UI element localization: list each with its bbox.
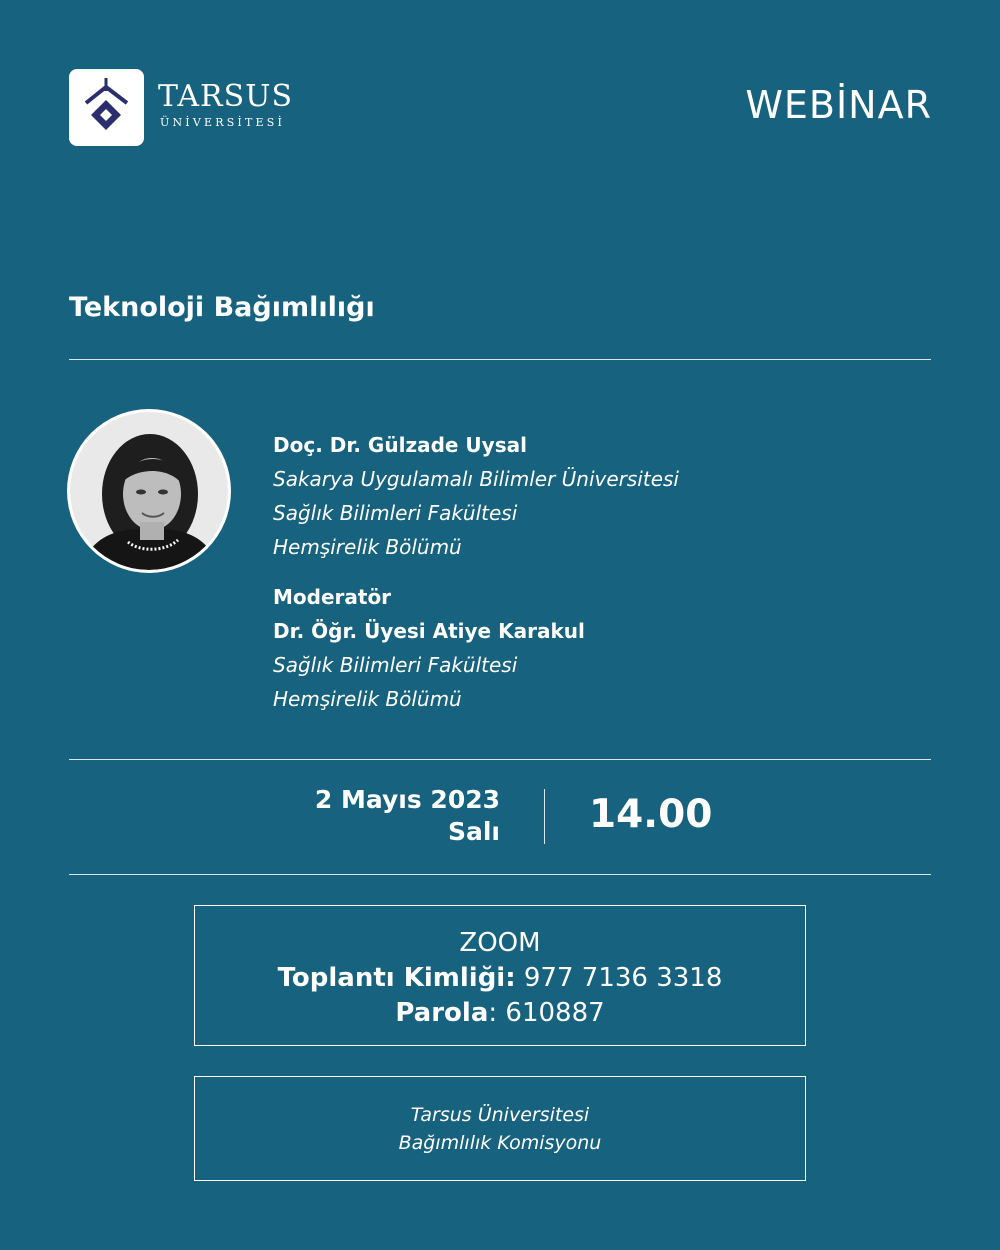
logo-subtitle: ÜNİVERSİTESİ <box>160 116 286 129</box>
organizer-box <box>194 1076 806 1181</box>
date-time-separator <box>544 789 545 844</box>
divider-middle <box>69 759 931 760</box>
speaker-affiliation-line: Sağlık Bilimleri Fakültesi <box>273 501 518 525</box>
event-date <box>315 784 500 848</box>
logo-wordmark: TARSUS <box>158 79 294 114</box>
university-logo-badge <box>69 69 144 146</box>
webinar-label: WEBİNAR <box>745 83 932 127</box>
zoom-info-box <box>194 905 806 1046</box>
organizer-line: Tarsus Üniversitesi <box>410 1104 590 1126</box>
speaker-photo <box>67 409 231 573</box>
speaker-affiliation-line: Sakarya Uygulamalı Bilimler Üniversitesi <box>273 467 679 491</box>
speaker-info <box>273 428 679 564</box>
zoom-platform-label: ZOOM <box>459 928 541 958</box>
event-day-text: Salı <box>447 817 500 846</box>
meeting-id-label: Toplantı Kimliği: <box>277 963 516 993</box>
divider-top <box>69 359 931 360</box>
moderator-affiliation-line: Hemşirelik Bölümü <box>273 687 462 711</box>
divider-bottom <box>69 874 931 875</box>
organizer-line: Bağımlılık Komisyonu <box>398 1132 602 1154</box>
meeting-id-value: 977 7136 3318 <box>515 963 723 993</box>
event-time: 14.00 <box>589 792 713 837</box>
speaker-name: Doç. Dr. Gülzade Uysal <box>273 433 527 457</box>
speaker-portrait-image <box>70 412 228 570</box>
university-emblem-icon <box>69 69 144 146</box>
password-value: : 610887 <box>488 998 605 1028</box>
speaker-affiliation-line: Hemşirelik Bölümü <box>273 535 462 559</box>
event-title: Teknoloji Bağımlılığı <box>69 292 375 323</box>
zoom-meeting-id <box>195 961 805 996</box>
event-date-text: 2 Mayıs 2023 <box>314 785 500 814</box>
moderator-name: Dr. Öğr. Üyesi Atiye Karakul <box>273 619 585 643</box>
moderator-role: Moderatör <box>273 585 392 609</box>
zoom-password <box>195 996 805 1031</box>
password-label: Parola <box>395 998 489 1028</box>
moderator-info <box>273 580 585 716</box>
moderator-affiliation-line: Sağlık Bilimleri Fakültesi <box>273 653 518 677</box>
